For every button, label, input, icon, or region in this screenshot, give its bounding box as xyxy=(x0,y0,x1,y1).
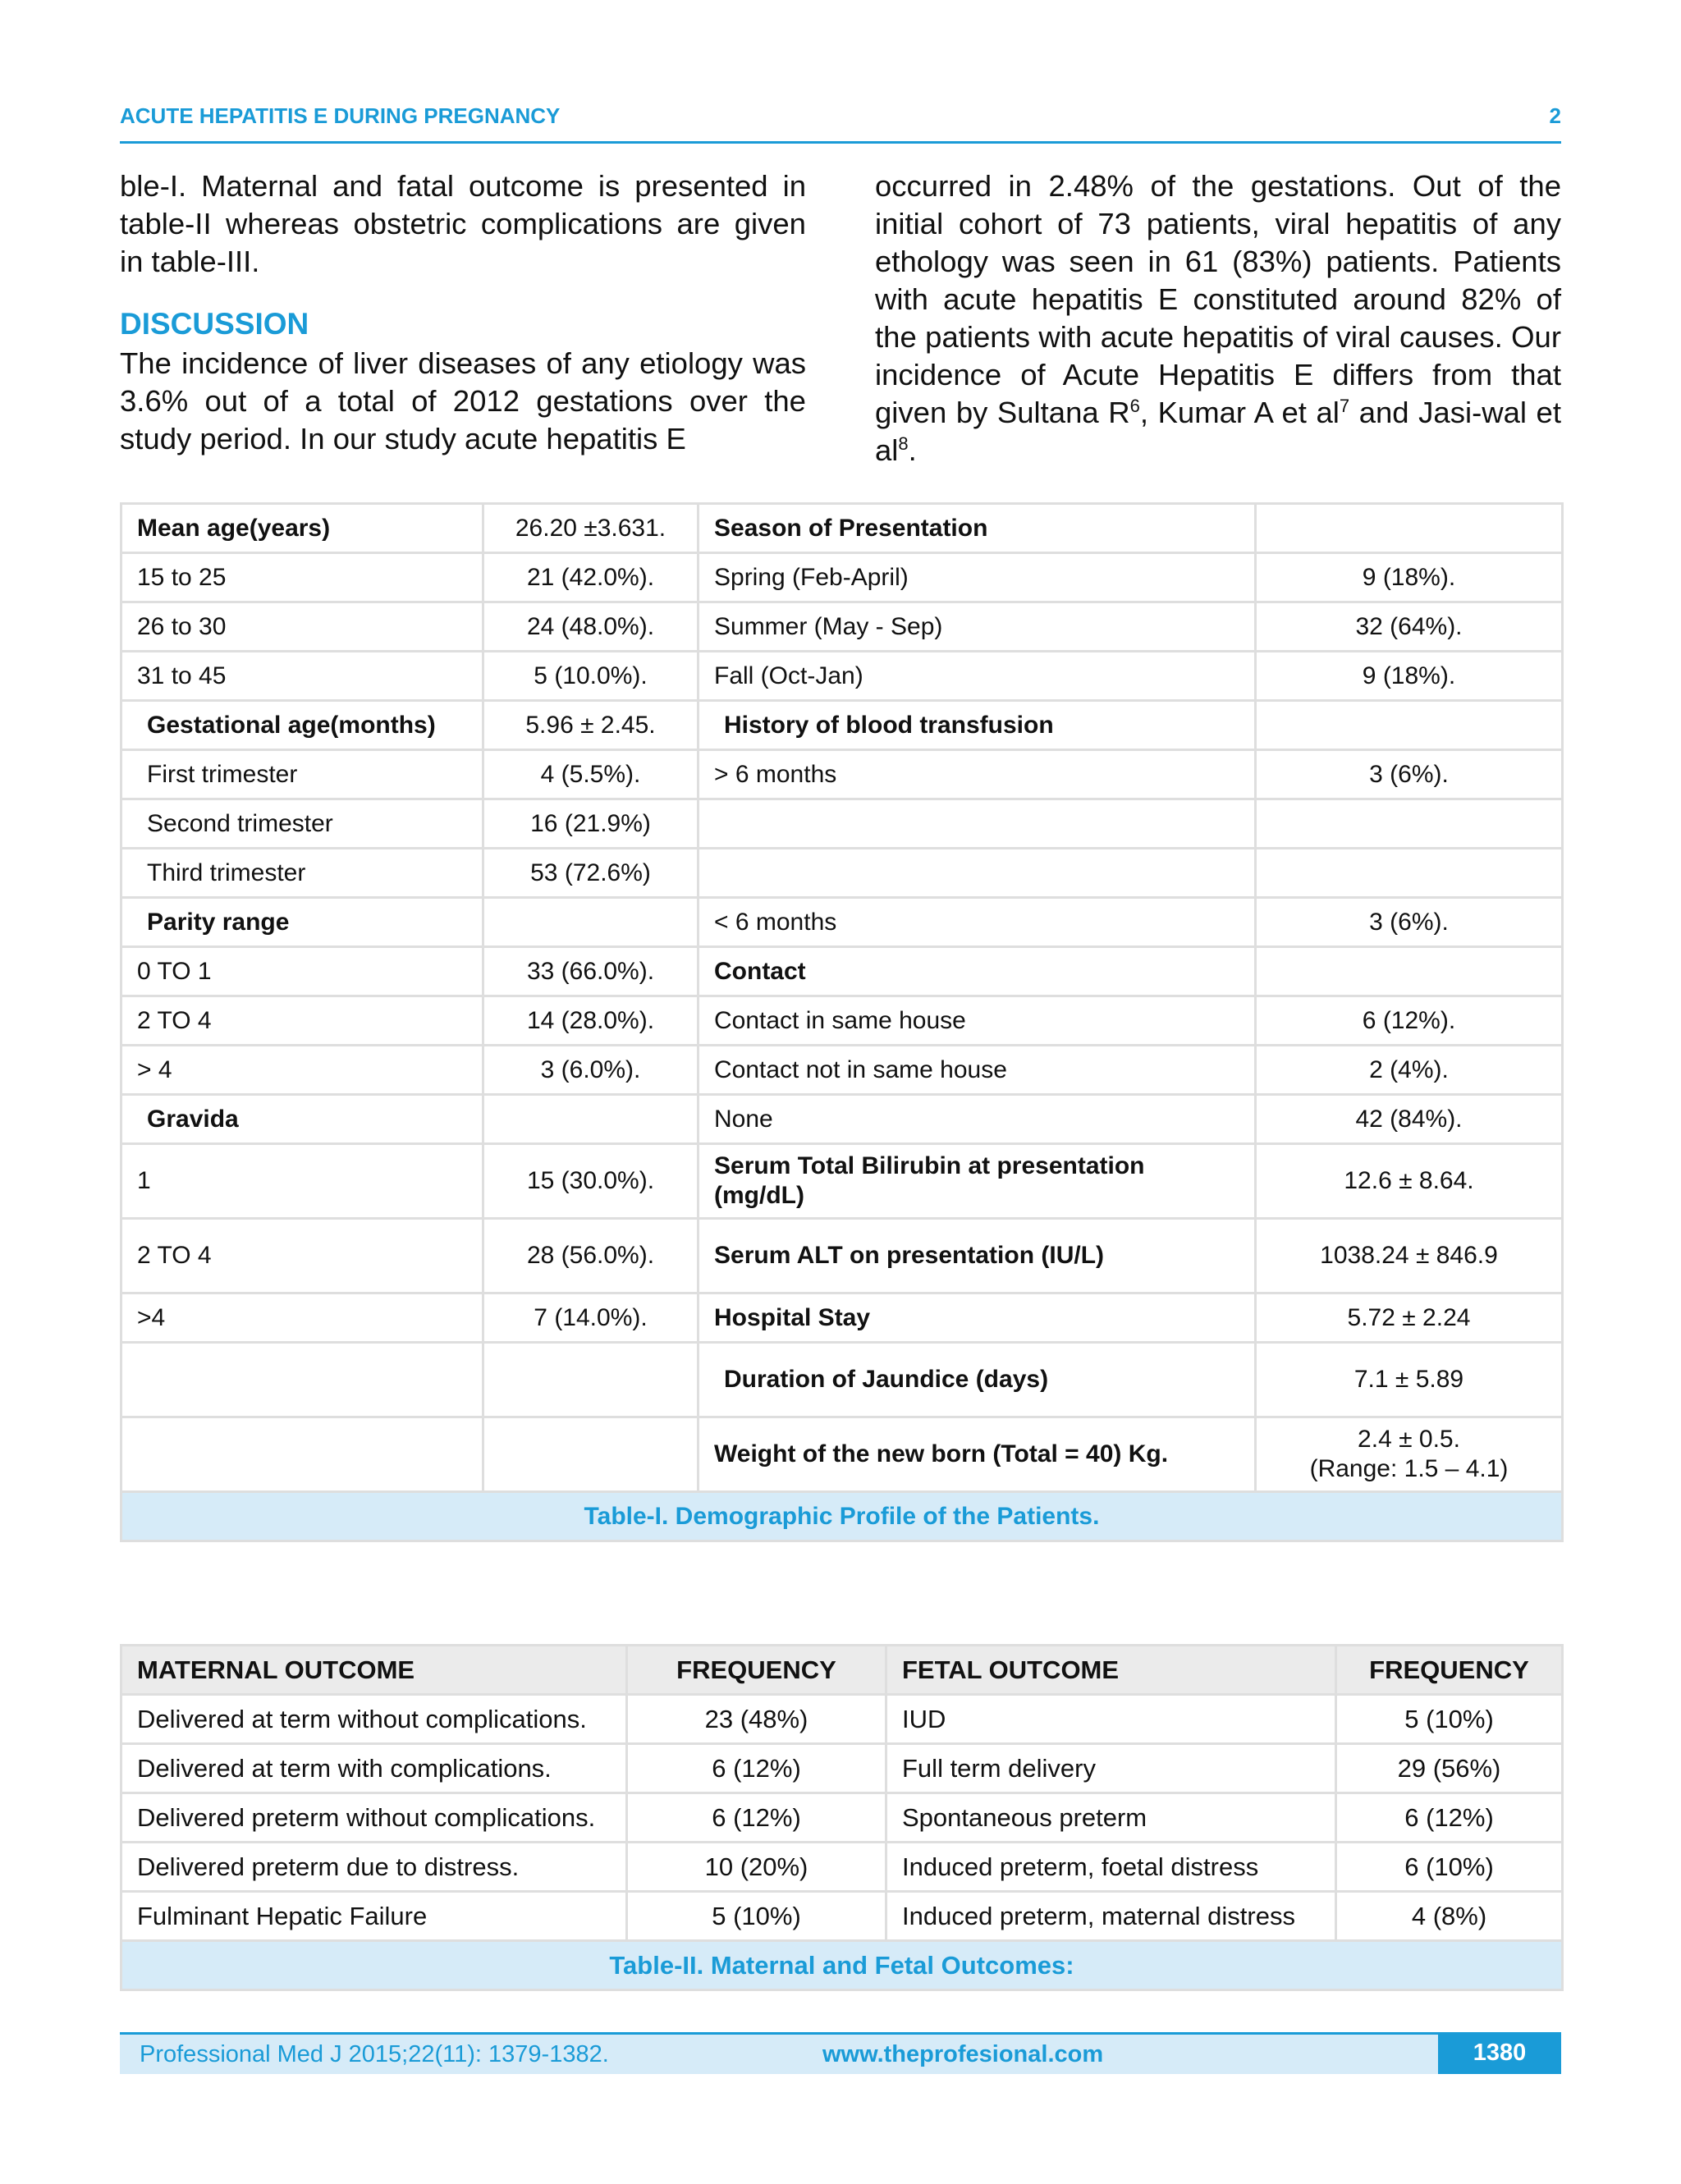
table-cell: 23 (48%) xyxy=(627,1695,886,1744)
table-cell xyxy=(483,1343,699,1417)
table-cell: 9 (18%). xyxy=(1256,652,1563,701)
table-1-demographics xyxy=(120,502,1564,1542)
table-cell: 21 (42.0%). xyxy=(483,553,699,602)
table-cell: < 6 months xyxy=(699,898,1256,947)
table-cell: First trimester xyxy=(121,750,483,799)
table-cell: 6 (12%) xyxy=(627,1793,886,1843)
table-cell: 2.4 ± 0.5. (Range: 1.5 – 4.1) xyxy=(1256,1417,1563,1492)
table-cell: Serum ALT on presentation (IU/L) xyxy=(699,1219,1256,1293)
table-cell: 5.96 ± 2.45. xyxy=(483,701,699,750)
table-cell: 2 (4%). xyxy=(1256,1046,1563,1095)
table-cell: 2 TO 4 xyxy=(121,1219,483,1293)
table-cell: > 6 months xyxy=(699,750,1256,799)
table-cell: 6 (12%) xyxy=(627,1744,886,1793)
left-column xyxy=(120,167,806,458)
table-cell: 31 to 45 xyxy=(121,652,483,701)
reference-superscript: 6 xyxy=(1129,395,1140,416)
table-cell: Mean age(years) xyxy=(121,504,483,553)
table-cell xyxy=(483,898,699,947)
table-cell: 15 to 25 xyxy=(121,553,483,602)
table-cell: 0 TO 1 xyxy=(121,947,483,996)
table-cell: 29 (56%) xyxy=(1336,1744,1563,1793)
table-row xyxy=(121,750,1563,799)
table-cell: 32 (64%). xyxy=(1256,602,1563,652)
table-row xyxy=(121,1695,1563,1744)
table-cell: 1038.24 ± 846.9 xyxy=(1256,1219,1563,1293)
table-cell: 6 (12%). xyxy=(1256,996,1563,1046)
table-cell: 2 TO 4 xyxy=(121,996,483,1046)
table-row xyxy=(121,1219,1563,1293)
table-cell: 5 (10%) xyxy=(1336,1695,1563,1744)
table-cell: 5 (10.0%). xyxy=(483,652,699,701)
table-cell: Gravida xyxy=(121,1095,483,1144)
table-cell: 15 (30.0%). xyxy=(483,1144,699,1219)
table-cell: 14 (28.0%). xyxy=(483,996,699,1046)
table-cell: Contact xyxy=(699,947,1256,996)
table-cell: None xyxy=(699,1095,1256,1144)
table-cell: 1 xyxy=(121,1144,483,1219)
reference-superscript: 8 xyxy=(898,433,909,454)
table-row xyxy=(121,947,1563,996)
table-cell: IUD xyxy=(886,1695,1336,1744)
table-cell: Full term delivery xyxy=(886,1744,1336,1793)
table-row xyxy=(121,799,1563,849)
table-cell: Spontaneous preterm xyxy=(886,1793,1336,1843)
table-cell: 7.1 ± 5.89 xyxy=(1256,1343,1563,1417)
table-header-row xyxy=(121,1646,1563,1695)
table-row xyxy=(121,553,1563,602)
table-row xyxy=(121,1046,1563,1095)
column-header: FREQUENCY xyxy=(1336,1646,1563,1695)
table-cell xyxy=(483,1417,699,1492)
table-cell: 4 (5.5%). xyxy=(483,750,699,799)
text-run: and Jasi-wal et al xyxy=(875,396,1561,467)
table-cell: Delivered preterm due to distress. xyxy=(121,1843,627,1892)
table-cell: 3 (6%). xyxy=(1256,750,1563,799)
table-row xyxy=(121,701,1563,750)
text-run: . xyxy=(908,433,917,467)
table-cell: Summer (May - Sep) xyxy=(699,602,1256,652)
running-title: ACUTE HEPATITIS E DURING PREGNANCY xyxy=(120,103,561,128)
table-row xyxy=(121,1843,1563,1892)
table-row xyxy=(121,1144,1563,1219)
table-cell xyxy=(1256,947,1563,996)
table-cell: > 4 xyxy=(121,1046,483,1095)
table-cell: 53 (72.6%) xyxy=(483,849,699,898)
table-cell: 10 (20%) xyxy=(627,1843,886,1892)
table-cell: >4 xyxy=(121,1293,483,1343)
paragraph: ble-I. Maternal and fatal outcome is presented in table-II whereas obstetric complications are given in table-III. xyxy=(120,169,806,278)
table-cell: Delivered preterm without complications. xyxy=(121,1793,627,1843)
table-cell: 12.6 ± 8.64. xyxy=(1256,1144,1563,1219)
table-cell xyxy=(1256,849,1563,898)
table-cell xyxy=(121,1417,483,1492)
table-cell: 16 (21.9%) xyxy=(483,799,699,849)
table-cell: Parity range xyxy=(121,898,483,947)
table-cell: 3 (6%). xyxy=(1256,898,1563,947)
table-row xyxy=(121,602,1563,652)
table-2-caption: Table-II. Maternal and Fetal Outcomes: xyxy=(121,1941,1563,1990)
table-cell: 5.72 ± 2.24 xyxy=(1256,1293,1563,1343)
running-header xyxy=(120,103,1561,144)
section-title-discussion: DISCUSSION xyxy=(120,307,309,341)
right-column xyxy=(875,167,1561,469)
table-cell xyxy=(1256,799,1563,849)
text-run: occurred in 2.48% of the gestations. Out of the initial cohort of 73 patients, viral hepatitis of any ethology was seen in 61 (83%) patients. Patients with acute hepatitis E constituted around 82% of the patients with acute hepatitis of viral causes. Our incidence of Acute Hepatitis E differs from that given by Sultana R xyxy=(875,169,1561,429)
table-row xyxy=(121,1293,1563,1343)
table-cell: Gestational age(months) xyxy=(121,701,483,750)
table-cell: Season of Presentation xyxy=(699,504,1256,553)
table-cell: 7 (14.0%). xyxy=(483,1293,699,1343)
table-1-body xyxy=(121,504,1563,1492)
journal-website-link[interactable]: www.theprofesional.com xyxy=(822,2041,1104,2067)
table-cell xyxy=(1256,701,1563,750)
table-row xyxy=(121,996,1563,1046)
table-cell: 42 (84%). xyxy=(1256,1095,1563,1144)
table-cell xyxy=(1256,504,1563,553)
table-row xyxy=(121,1744,1563,1793)
table-cell: 4 (8%) xyxy=(1336,1892,1563,1941)
text-run: , Kumar A et al xyxy=(1139,396,1340,429)
table-2-outcomes xyxy=(120,1644,1564,1991)
paragraph xyxy=(875,167,1561,469)
table-row xyxy=(121,1793,1563,1843)
table-cell: Contact not in same house xyxy=(699,1046,1256,1095)
table-cell xyxy=(699,849,1256,898)
column-header: MATERNAL OUTCOME xyxy=(121,1646,627,1695)
table-cell: Spring (Feb-April) xyxy=(699,553,1256,602)
table-row xyxy=(121,652,1563,701)
footer-page-number: 1380 xyxy=(1438,2032,1561,2074)
paragraph: The incidence of liver diseases of any etiology was 3.6% out of a total of 2012 gestations over the study period. In our study acute hepatitis E xyxy=(120,346,806,456)
table-cell: Induced preterm, foetal distress xyxy=(886,1843,1336,1892)
journal-citation: Professional Med J 2015;22(11): 1379-1382. xyxy=(140,2041,609,2067)
table-cell: Fall (Oct-Jan) xyxy=(699,652,1256,701)
table-cell: 33 (66.0%). xyxy=(483,947,699,996)
table-cell xyxy=(121,1343,483,1417)
table-cell: Delivered at term without complications. xyxy=(121,1695,627,1744)
table-cell: Delivered at term with complications. xyxy=(121,1744,627,1793)
table-cell: Induced preterm, maternal distress xyxy=(886,1892,1336,1941)
table-cell: Second trimester xyxy=(121,799,483,849)
table-cell: 26 to 30 xyxy=(121,602,483,652)
table-row xyxy=(121,504,1563,553)
table-cell: 6 (10%) xyxy=(1336,1843,1563,1892)
table-cell: Contact in same house xyxy=(699,996,1256,1046)
column-header: FREQUENCY xyxy=(627,1646,886,1695)
table-cell: 28 (56.0%). xyxy=(483,1219,699,1293)
table-row xyxy=(121,849,1563,898)
table-cell: Serum Total Bilirubin at presentation (mg/dL) xyxy=(699,1144,1256,1219)
table-cell: Hospital Stay xyxy=(699,1293,1256,1343)
table-cell xyxy=(699,799,1256,849)
body-text xyxy=(120,167,1561,479)
table-cell: 5 (10%) xyxy=(627,1892,886,1941)
table-2-body xyxy=(121,1695,1563,1941)
page-footer xyxy=(120,2032,1561,2074)
reference-superscript: 7 xyxy=(1339,395,1350,416)
table-1-caption: Table-I. Demographic Profile of the Patients. xyxy=(121,1492,1563,1541)
table-row xyxy=(121,1417,1563,1492)
table-cell: 26.20 ±3.631. xyxy=(483,504,699,553)
table-cell: 6 (12%) xyxy=(1336,1793,1563,1843)
table-cell: 24 (48.0%). xyxy=(483,602,699,652)
table-cell: 9 (18%). xyxy=(1256,553,1563,602)
table-cell: Fulminant Hepatic Failure xyxy=(121,1892,627,1941)
table-cell: Weight of the new born (Total = 40) Kg. xyxy=(699,1417,1256,1492)
table-cell: History of blood transfusion xyxy=(699,701,1256,750)
table-row xyxy=(121,898,1563,947)
table-row xyxy=(121,1343,1563,1417)
column-header: FETAL OUTCOME xyxy=(886,1646,1336,1695)
table-cell: 3 (6.0%). xyxy=(483,1046,699,1095)
weight-range: (Range: 1.5 – 4.1) xyxy=(1309,1455,1509,1482)
header-page-number: 2 xyxy=(1549,103,1561,128)
table-cell: Duration of Jaundice (days) xyxy=(699,1343,1256,1417)
table-cell: Third trimester xyxy=(121,849,483,898)
table-row xyxy=(121,1892,1563,1941)
table-row xyxy=(121,1095,1563,1144)
table-cell xyxy=(483,1095,699,1144)
